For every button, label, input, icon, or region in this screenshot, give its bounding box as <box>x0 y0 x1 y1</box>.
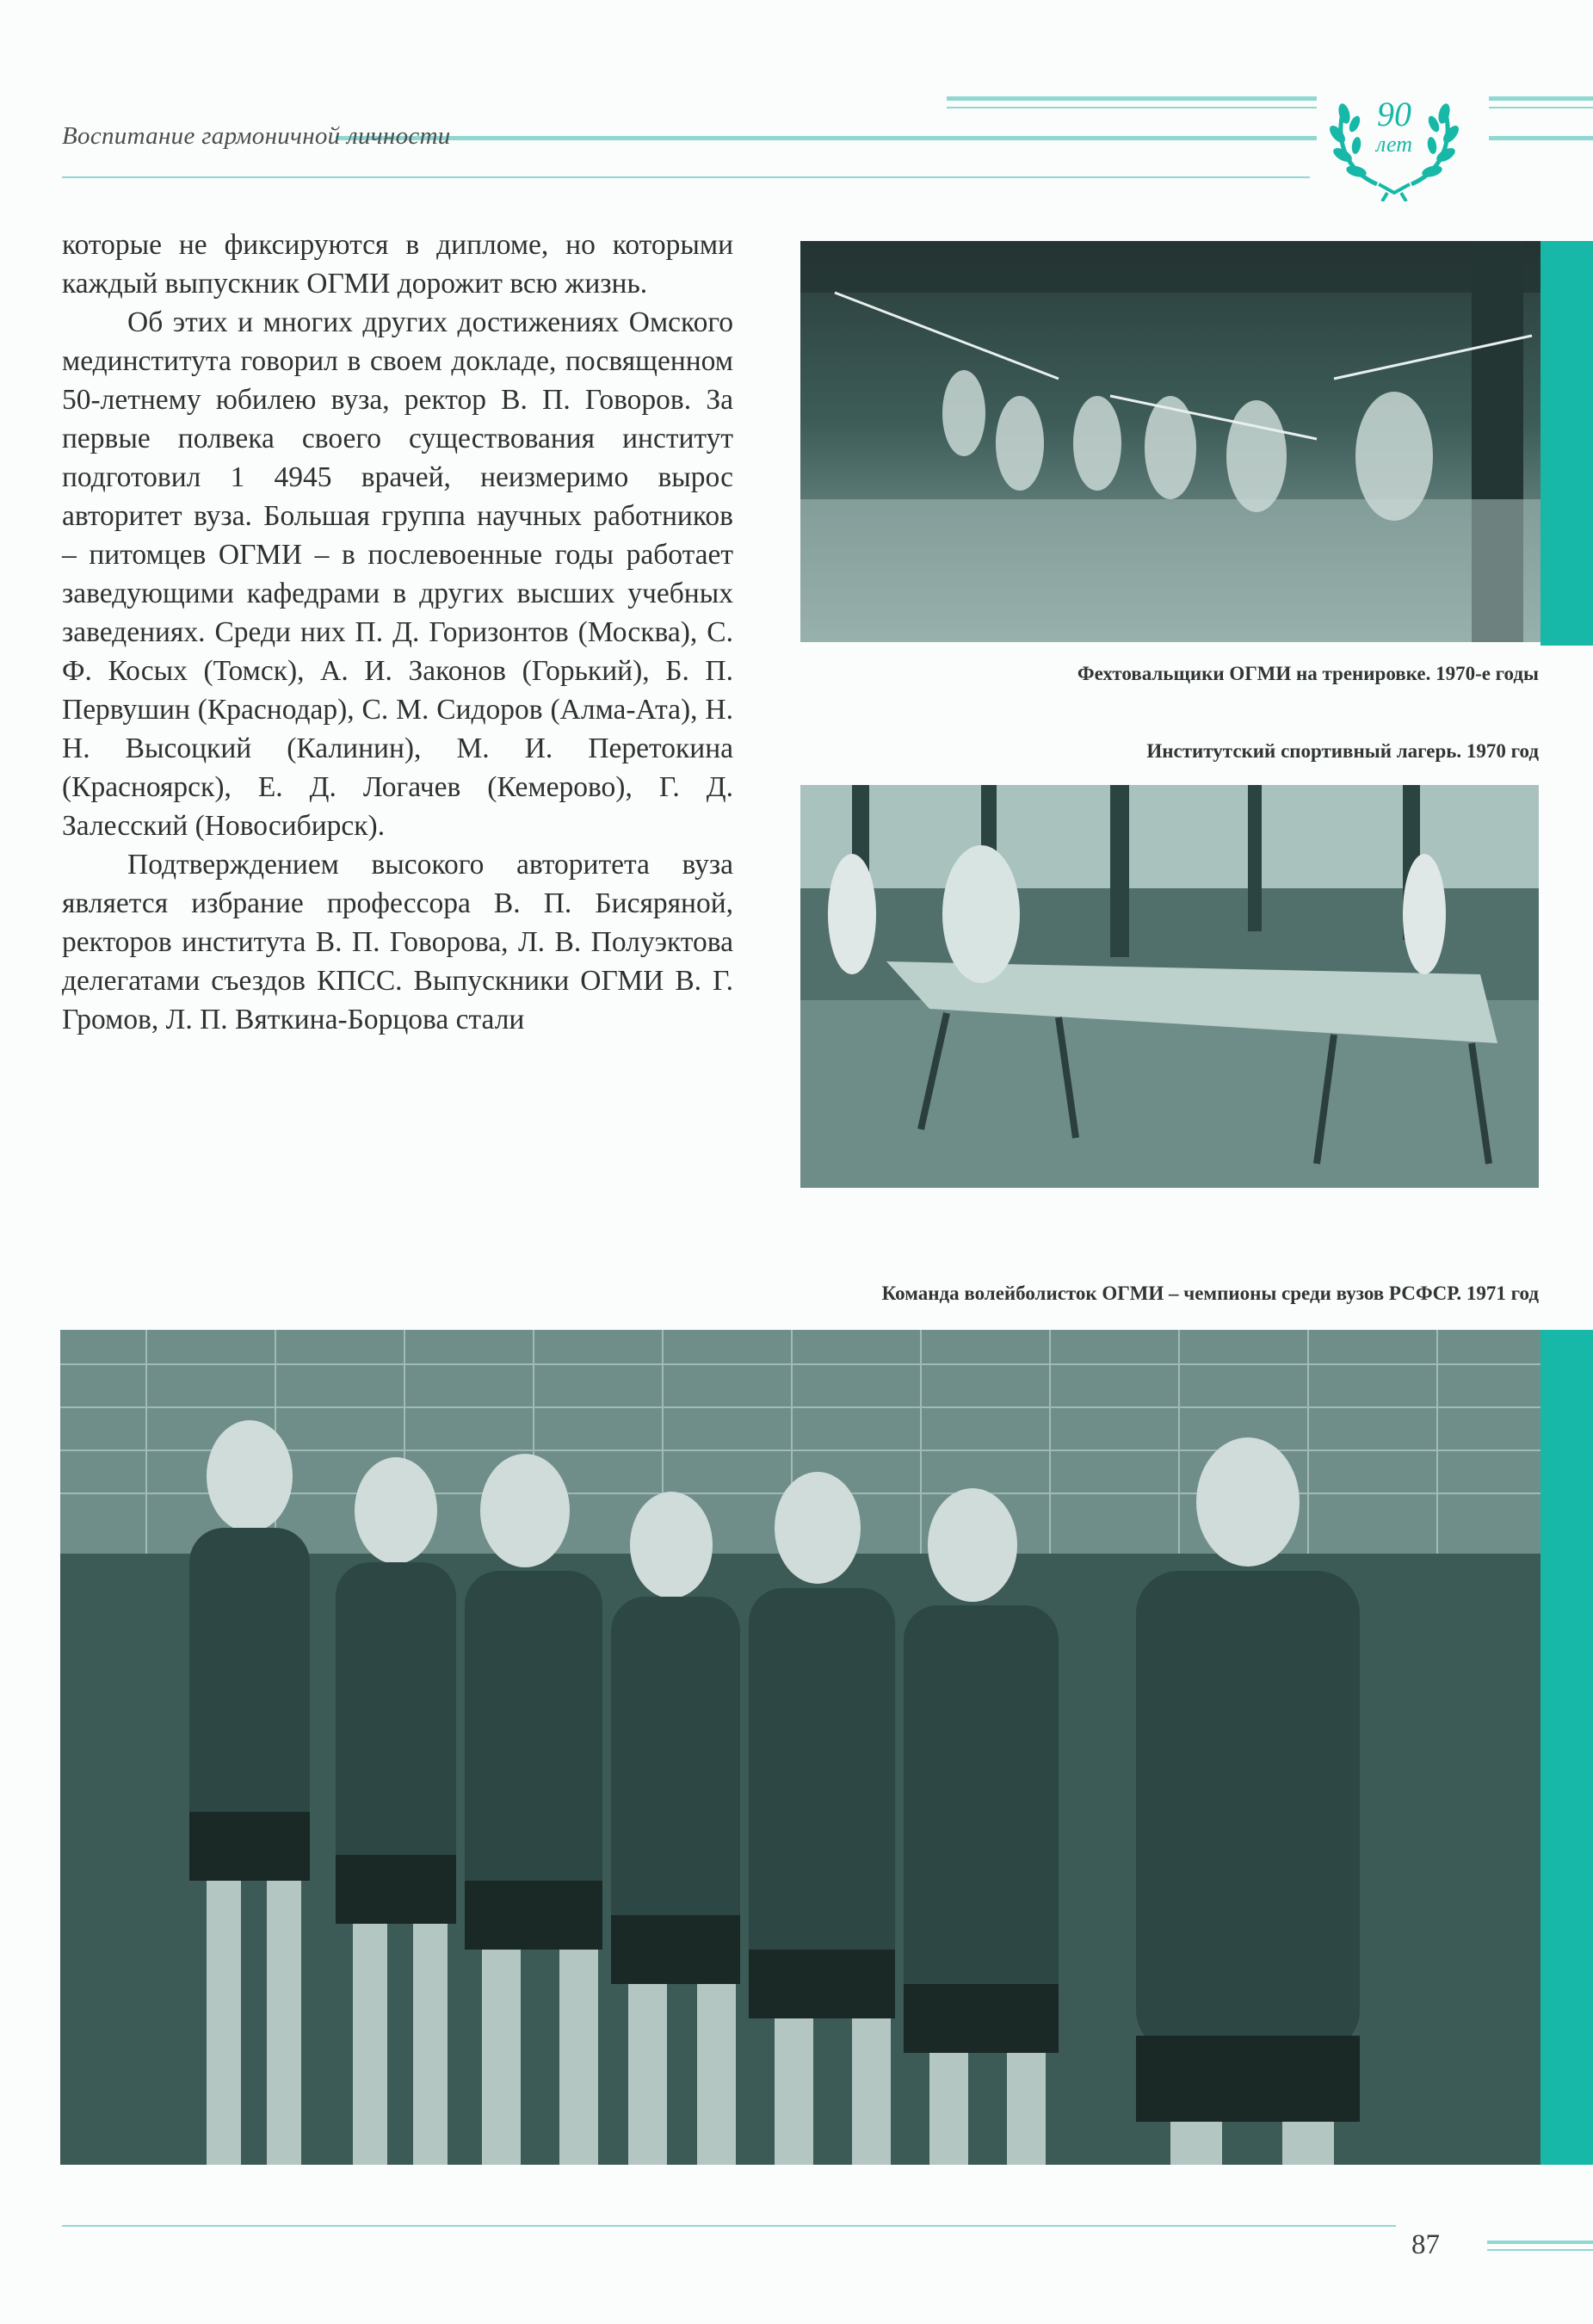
paragraph-3: Подтверждением высокого авторитета вуза является избрание профессора В. П. Бисяряной, ректоров института В. П. Говорова, Л. В. Полуэктова делегатами съездов КПСС. Выпускники ОГМИ В. Г. Громов, Л. П. Вяткина-Борцова стали <box>62 849 733 1035</box>
caption-volleyball: Команда волейболисток ОГМИ – чемпионы среди вузов РСФСР. 1971 год <box>881 1283 1539 1304</box>
caption-camp: Институтский спортивный лагерь. 1970 год <box>1146 740 1539 762</box>
header-rule-base <box>62 176 1310 178</box>
footer-rule-right-2 <box>1487 2249 1593 2251</box>
accent-bar-top <box>1541 241 1593 646</box>
laurel-wreath-icon <box>1325 72 1463 201</box>
emblem-word: лет <box>1376 132 1412 157</box>
accent-bar-bottom <box>1541 1330 1593 2165</box>
header-rule-right-2 <box>1489 107 1593 108</box>
article-body <box>62 226 733 1039</box>
page-number: 87 <box>1411 2229 1440 2260</box>
camp-photo <box>800 785 1539 1188</box>
fencing-photo <box>800 241 1541 642</box>
header-rule-lower <box>336 136 1317 140</box>
paragraph-1: которые не фиксируются в дипломе, но которыми каждый выпускник ОГМИ дорожит всю жизнь. <box>62 229 733 300</box>
header-rule-top <box>947 96 1317 101</box>
header-rule-right-3 <box>1489 136 1593 140</box>
paragraph-2: Об этих и многих других достижениях Омского мединститута говорил в своем докладе, посвященном 50-летнему юбилею вуза, ректор В. П. Говоров. За первые полвека своего существования институт подготовил 1 4945 врачей, неизмеримо вырос авторитет вуза. Большая группа научных работников – питомцев ОГМИ – в послевоенные годы работает заведующими кафедрами в других высших учебных заведениях. Среди них П. Д. Горизонтов (Москва), С. Ф. Косых (Томск), А. И. Законов (Горький), Б. П. Первушин (Краснодар), С. М. Сидоров (Алма-Ата), Н. Н. Высоцкий (Калинин), М. И. Перетокина (Красноярск), Е. Д. Логачев (Кемерово), Г. Д. Залесский (Новосибирск). <box>62 306 733 842</box>
volleyball-photo <box>60 1330 1541 2165</box>
caption-fencing: Фехтовальщики ОГМИ на тренировке. 1970-е годы <box>1077 663 1539 684</box>
section-title: Воспитание гармоничной личности <box>62 122 451 150</box>
footer-rule-right-1 <box>1487 2241 1593 2244</box>
emblem-number: 90 <box>1377 95 1411 133</box>
header-rule-right-1 <box>1489 96 1593 101</box>
anniversary-emblem <box>1325 72 1463 201</box>
header-rule-mid <box>947 107 1317 108</box>
footer-rule-left <box>62 2225 1396 2227</box>
